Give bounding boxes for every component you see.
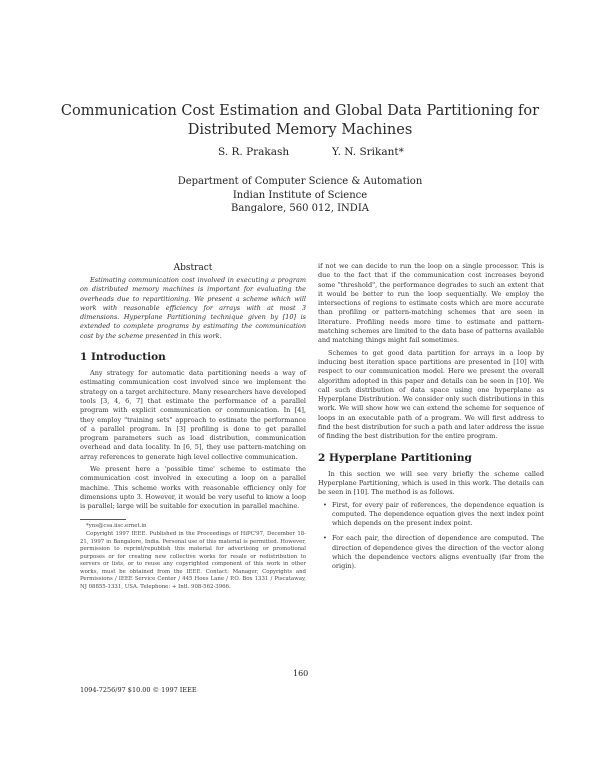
abstract-text: Estimating communication cost involved in executing a program on distributed memory machines is important for evaluating the overheads due to repartitioning. We present a scheme which will work with reasonable efficiency for arrays with at most 3 dimensions. Hyperplane Partitioning technique given by [10] is extended to complete programs by estimating the communication cost by the scheme presented in this work. <box>80 276 306 340</box>
right-paragraph-1: if not we can decide to run the loop on a single processor. This is due to the fact that if the communication cost increases beyond some "threshold", the performance degrades to such an extent that it would be better to run the loop sequentially. We employ the intersections of regions to estimate costs which are more accurate than profiling or pattern-matching schemes that are seen in literature. Profiling needs more time to estimate and pattern-matching schemes are limited to the data base of patterns available and matching things might fail sometimes. <box>318 262 544 345</box>
paper-title: Communication Cost Estimation and Global Data Partitioning for Distributed Memory Machines <box>60 103 540 138</box>
intro-paragraph-1: Any strategy for automatic data partitioning needs a way of estimating communication cost involved since we implement the strategy on a target architecture. Many researchers have developed tools [3, 4, 6, 7] that estimate the performance of a parallel program with explicit communication or communication. In [4], they employ "training sets" approach to estimate the performance of a parallel program. In [3] profiling is done to get parallel program parameters such as load distribution, communication overhead and data locality. In [6, 5], they use pattern-matching on array references to generate high level collective communication. <box>80 369 306 461</box>
section-2-intro: In this section we will see very briefly the scheme called Hyperplane Partitioning, which is used in this work. The details can be seen in [10]. The method is as follows. <box>318 469 544 497</box>
intro-paragraph-2: We present here a 'possible time' scheme to estimate the communication cost involved in executing a loop on a parallel machine. This scheme works with reasonable efficiency only for dimensions upto 3. However, it would be very useful to know a loop is parallel; large will be suitable for execution in parallel machine. <box>80 465 306 511</box>
author-2: Y. N. Srikant* <box>332 146 404 158</box>
abstract-heading: Abstract <box>173 263 213 273</box>
affiliation-department: Department of Computer Science & Automation <box>177 176 423 187</box>
footnote <box>80 523 306 592</box>
method-steps-list <box>318 501 544 572</box>
bullet-icon: • <box>323 534 327 543</box>
right-column <box>318 262 544 578</box>
right-paragraph-2: Schemes to get good data partition for arrays in a loop by inducing best iteration space partitions are presented in [10] with respect to our communication model. Here we present the overall algorithm adopted in this paper and details can be seen in [10]. We call such distribution of data space using one hyperplane as Hyperplane Distribution. We consider only such distributions in this work. We will show how we can extend the scheme for sequence of loops in an executable path of a program. We will first address to find the best distribution for such a path and later address the issue of finding the best distribution for the entire program. <box>318 348 544 441</box>
author-line <box>0 146 600 162</box>
affiliation <box>150 175 450 216</box>
footnote-divider <box>80 519 126 520</box>
section-2-heading: 2 Hyperplane Partitioning <box>318 451 472 464</box>
list-item <box>323 500 544 529</box>
section-1-heading: 1 Introduction <box>80 351 166 364</box>
list-item <box>323 534 544 571</box>
affiliation-city: Bangalore, 560 012, INDIA <box>231 203 369 214</box>
copyright-line: 1094-7256/97 $10.00 © 1997 IEEE <box>80 686 197 694</box>
author-1: S. R. Prakash <box>218 146 290 158</box>
page-number: 160 <box>293 669 309 678</box>
list-item-text: First, for every pair of references, the dependence equation is computed. The dependence equation gives the next index point which depends on the present index point. <box>332 500 544 528</box>
list-item-text: For each pair, the direction of dependence are computed. The direction of dependence gives the direction of the vector along which the dependence vectors aligns eventually (far from the origin). <box>332 534 544 571</box>
left-column <box>80 262 306 592</box>
footnote-copyright: Copyright 1997 IEEE. Published in the Proceedings of HiPC'97, December 18-21, 1997 in Bangalore, India. Personal use of this material is permitted. However, permission to reprint/republish this material for advertising or promotional purposes or for creating new collective works for resale or redistribution to servers or lists, or to reuse any copyrighted component of this work in other works, must be obtained from the IEEE. Contact: Manager, Copyrights and Permissions / IEEE Service Center / 445 Hoes Lane / P.O. Box 1331 / Piscataway, NJ 08855-1331, USA. Telephone: + Intl. 908-562-3966. <box>80 531 306 590</box>
affiliation-institute: Indian Institute of Science <box>232 189 368 201</box>
footnote-email: *yns@csa.iisc.ernet.in <box>86 522 147 529</box>
bullet-icon: • <box>323 500 327 509</box>
